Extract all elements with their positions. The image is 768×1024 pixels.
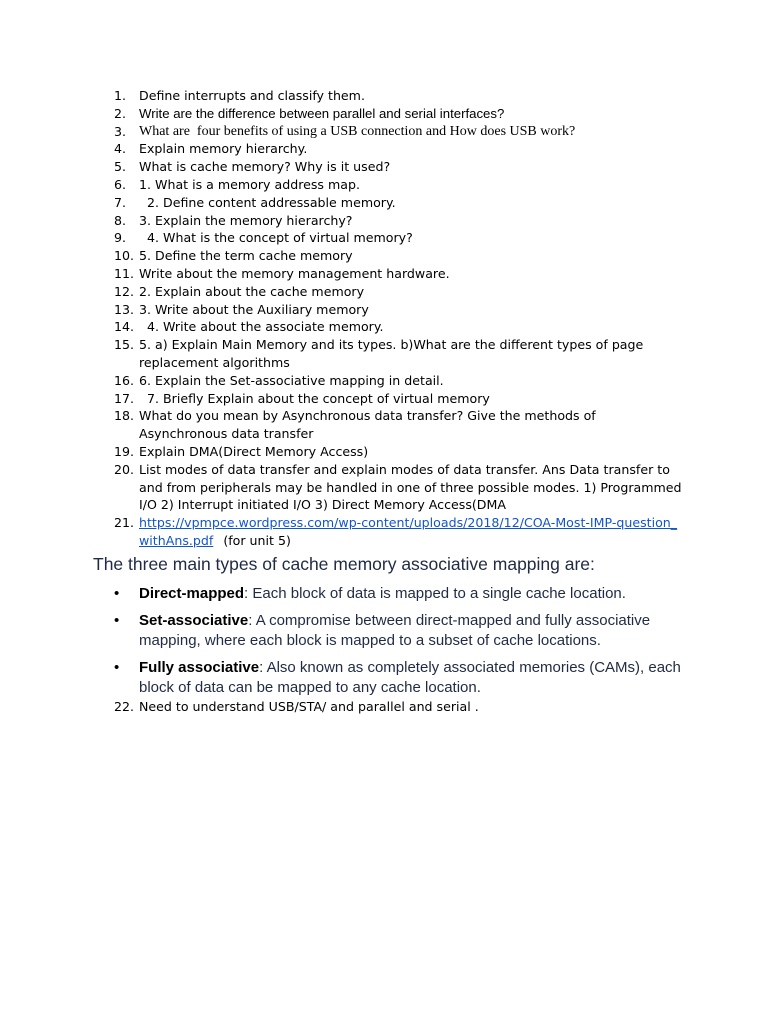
- question-item: [114, 123, 684, 141]
- item-text: Explain memory hierarchy.: [139, 141, 308, 157]
- question-item: [114, 318, 684, 336]
- item-text: 6. Explain the Set-associative mapping in detail.: [139, 372, 444, 388]
- desc-direct-mapped: : Each block of data is mapped to a single cache location.: [244, 585, 626, 602]
- question-list: [114, 87, 684, 550]
- question-item: [114, 372, 684, 390]
- item-number: 17.: [114, 390, 135, 406]
- question-item: [114, 194, 684, 212]
- item-text: What is cache memory? Why is it used?: [139, 159, 391, 175]
- question-item: [114, 407, 684, 443]
- list-item: [114, 658, 694, 698]
- list-item: [114, 611, 694, 651]
- item-text: 4. Write about the associate memory.: [139, 319, 384, 335]
- term-direct-mapped: Direct-mapped: [139, 585, 245, 602]
- question-item: [114, 140, 684, 158]
- item-text: 5. Define the term cache memory: [139, 248, 353, 264]
- item-text: 3. Write about the Auxiliary memory: [139, 301, 369, 317]
- term-fully-associative: Fully associative: [139, 659, 260, 676]
- item-text: Write are the difference between parallel and serial interfaces?: [139, 105, 505, 121]
- item-number: 10.: [114, 248, 135, 264]
- question-item: [114, 301, 684, 319]
- item-number: 20.: [114, 461, 135, 477]
- question-item: [114, 283, 684, 301]
- item-text: 2. Explain about the cache memory: [139, 283, 365, 299]
- term-set-associative: Set-associative: [139, 612, 249, 629]
- item-text: 3. Explain the memory hierarchy?: [139, 212, 353, 228]
- item-number: 21.: [114, 515, 135, 531]
- item-text: Need to understand USB/STA/ and parallel and serial .: [139, 699, 479, 714]
- question-item-22: [114, 698, 479, 716]
- question-item: [114, 461, 684, 514]
- question-item: [114, 336, 684, 372]
- item-number: 12.: [114, 283, 135, 299]
- item-number: 6.: [114, 176, 127, 192]
- item-text: Write about the memory management hardware.: [139, 265, 450, 281]
- question-item: [114, 265, 684, 283]
- question-item-21: [114, 514, 684, 550]
- question-item: [114, 247, 684, 265]
- item-text: 2. Define content addressable memory.: [139, 194, 396, 210]
- question-item: [114, 176, 684, 194]
- item-text: 5. a) Explain Main Memory and its types. b)What are the different types of page replacement algorithms: [139, 337, 648, 370]
- item-number: 5.: [114, 159, 127, 175]
- item-number: 15.: [114, 337, 135, 353]
- item-text: 7. Briefly Explain about the concept of virtual memory: [139, 390, 490, 406]
- item-number: 9.: [114, 230, 127, 246]
- item-number: 7.: [114, 194, 127, 210]
- item-number: 1.: [114, 88, 127, 103]
- item-number: 11.: [114, 265, 135, 281]
- bullet: •: [114, 612, 120, 629]
- item-number: 22.: [114, 699, 135, 714]
- question-item: [114, 229, 684, 247]
- question-item: [114, 443, 684, 461]
- item-number: 8.: [114, 212, 127, 228]
- item-number: 2.: [114, 105, 127, 121]
- bullet: •: [114, 585, 120, 602]
- question-item: [114, 390, 684, 408]
- desc-fully-associative: : Also known as completely associated memories (CAMs), each block of data can be mapped to any cache location.: [139, 659, 681, 696]
- question-item: [114, 87, 684, 105]
- item-number: 18.: [114, 408, 135, 424]
- item-text: Define interrupts and classify them.: [139, 88, 365, 103]
- question-item: [114, 158, 684, 176]
- item-text: List modes of data transfer and explain modes of data transfer. Ans Data transfer to and from peripherals may be handled in one of three possible modes. 1) Programmed I/O 2) Interrupt initiated I/O 3) Direct Memory Access(DMA: [139, 461, 686, 513]
- list-item: [114, 584, 694, 604]
- cache-mapping-heading: The three main types of cache memory associative mapping are:: [93, 554, 595, 574]
- question-item: [114, 212, 684, 230]
- item-text: Explain DMA(Direct Memory Access): [139, 443, 369, 459]
- bullet: •: [114, 659, 120, 676]
- desc-set-associative: : A compromise between direct-mapped and fully associative mapping, where each block is mapped to a subset of cache locations.: [139, 612, 651, 649]
- item-number: 4.: [114, 141, 127, 157]
- item-number: 14.: [114, 319, 135, 335]
- item-number: 3.: [114, 123, 127, 139]
- item-text: 4. What is the concept of virtual memory?: [139, 230, 413, 246]
- link-suffix: (for unit 5): [223, 532, 291, 548]
- item-number: 13.: [114, 301, 135, 317]
- item-number: 19.: [114, 443, 135, 459]
- item-text: What are four benefits of using a USB connection and How does USB work?: [139, 123, 576, 139]
- cache-mapping-types-list: [114, 584, 694, 705]
- item-number: 16.: [114, 372, 135, 388]
- item-text: What do you mean by Asynchronous data transfer? Give the methods of Asynchronous data transfer: [139, 408, 600, 442]
- question-item: [114, 105, 684, 123]
- item-text: 1. What is a memory address map.: [139, 176, 360, 192]
- pdf-link[interactable]: https://vpmpce.wordpress.com/wp-content/uploads/2018/12/COA-Most-IMP-question_withAns.pdf: [139, 515, 678, 548]
